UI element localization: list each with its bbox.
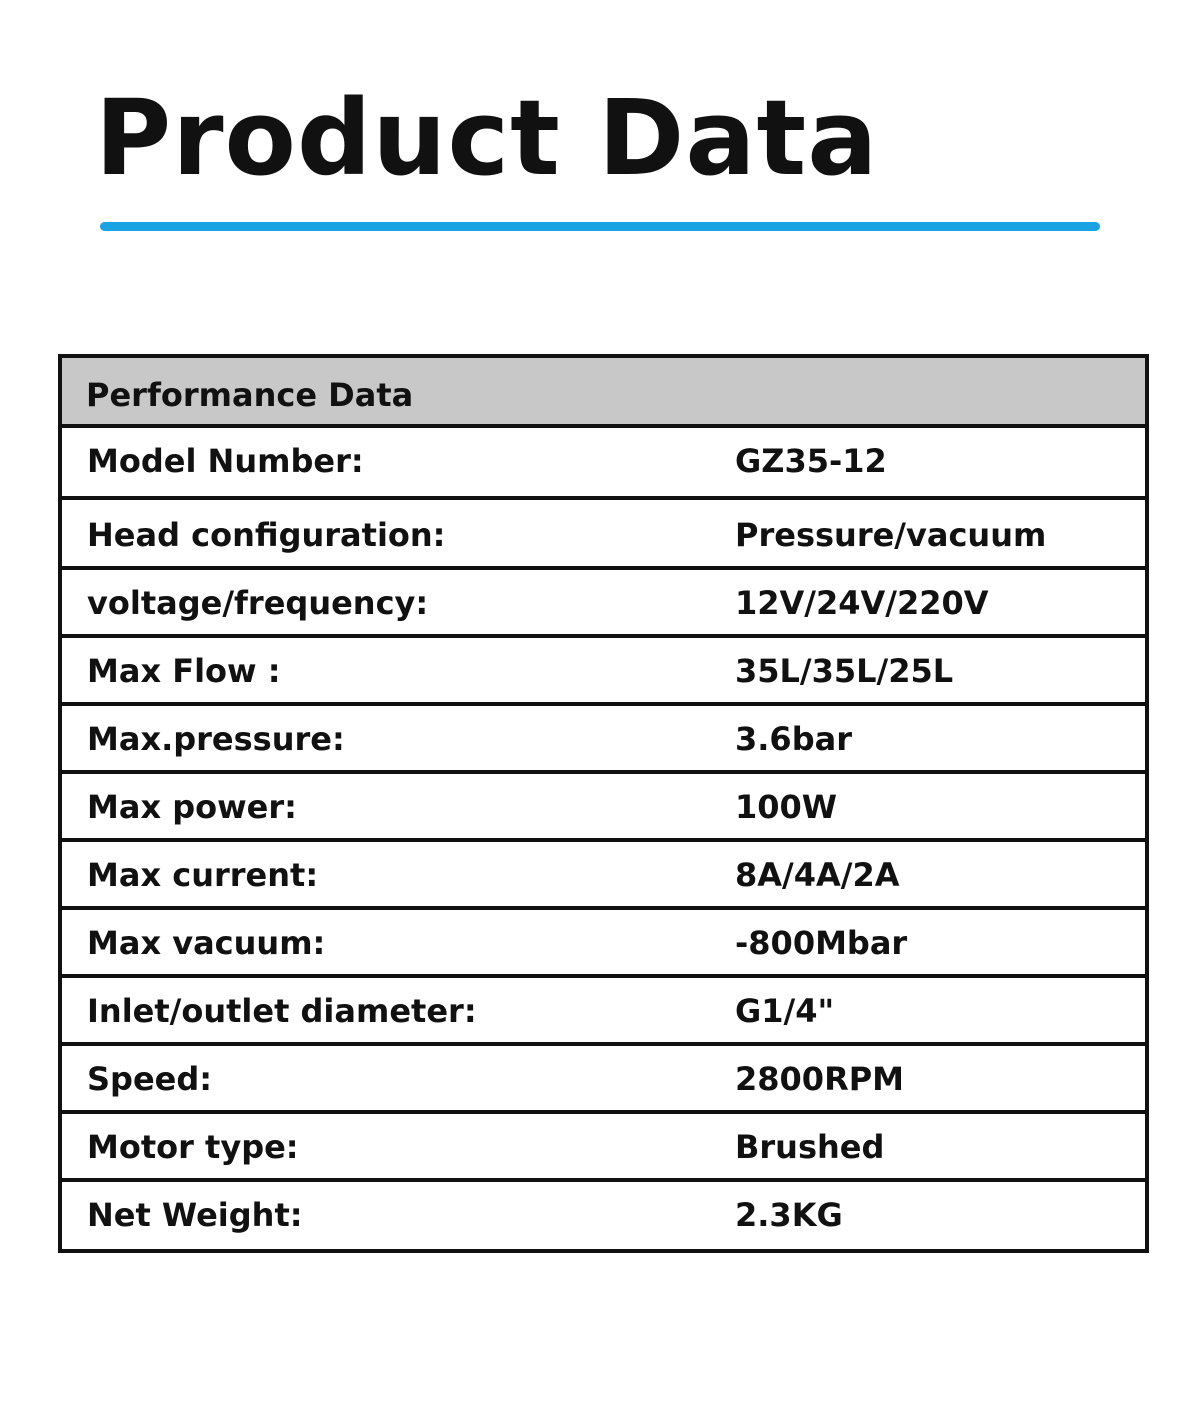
spec-value: GZ35-12	[735, 442, 887, 480]
spec-value: G1/4"	[735, 992, 835, 1030]
spec-value: 100W	[735, 788, 838, 826]
table-header	[62, 358, 1145, 428]
spec-label: Max Flow :	[87, 652, 281, 690]
table-row	[62, 978, 1145, 1046]
page-title: Product Data	[95, 77, 879, 199]
spec-value: 2.3KG	[735, 1196, 843, 1234]
table-row	[62, 1046, 1145, 1114]
table-row	[62, 1114, 1145, 1182]
spec-label: Motor type:	[87, 1128, 299, 1166]
spec-value: 35L/35L/25L	[735, 652, 954, 690]
spec-label: Speed:	[87, 1060, 213, 1098]
spec-label: Max.pressure:	[87, 720, 345, 758]
spec-value: 3.6bar	[735, 720, 852, 758]
spec-label: Head configuration:	[87, 516, 446, 554]
table-row	[62, 638, 1145, 706]
spec-value: 12V/24V/220V	[735, 584, 989, 622]
spec-value: 2800RPM	[735, 1060, 904, 1098]
table-row	[62, 706, 1145, 774]
table-row	[62, 842, 1145, 910]
spec-label: Model Number:	[87, 442, 364, 480]
table-row	[62, 502, 1145, 570]
spec-value: Pressure/vacuum	[735, 516, 1047, 554]
performance-data-table	[58, 354, 1149, 1253]
table-row	[62, 910, 1145, 978]
title-underline	[100, 222, 1100, 231]
spec-value: 8A/4A/2A	[735, 856, 900, 894]
spec-label: Max current:	[87, 856, 319, 894]
spec-label: Max vacuum:	[87, 924, 326, 962]
spec-label: Max power:	[87, 788, 297, 826]
table-row	[62, 570, 1145, 638]
table-row	[62, 1182, 1145, 1249]
table-row	[62, 774, 1145, 842]
table-row	[62, 428, 1145, 500]
spec-value: -800Mbar	[735, 924, 908, 962]
spec-value: Brushed	[735, 1128, 885, 1166]
spec-label: voltage/frequency:	[87, 584, 429, 622]
spec-label: Net Weight:	[87, 1196, 303, 1234]
table-header-label: Performance Data	[86, 376, 414, 414]
spec-label: Inlet/outlet diameter:	[87, 992, 477, 1030]
